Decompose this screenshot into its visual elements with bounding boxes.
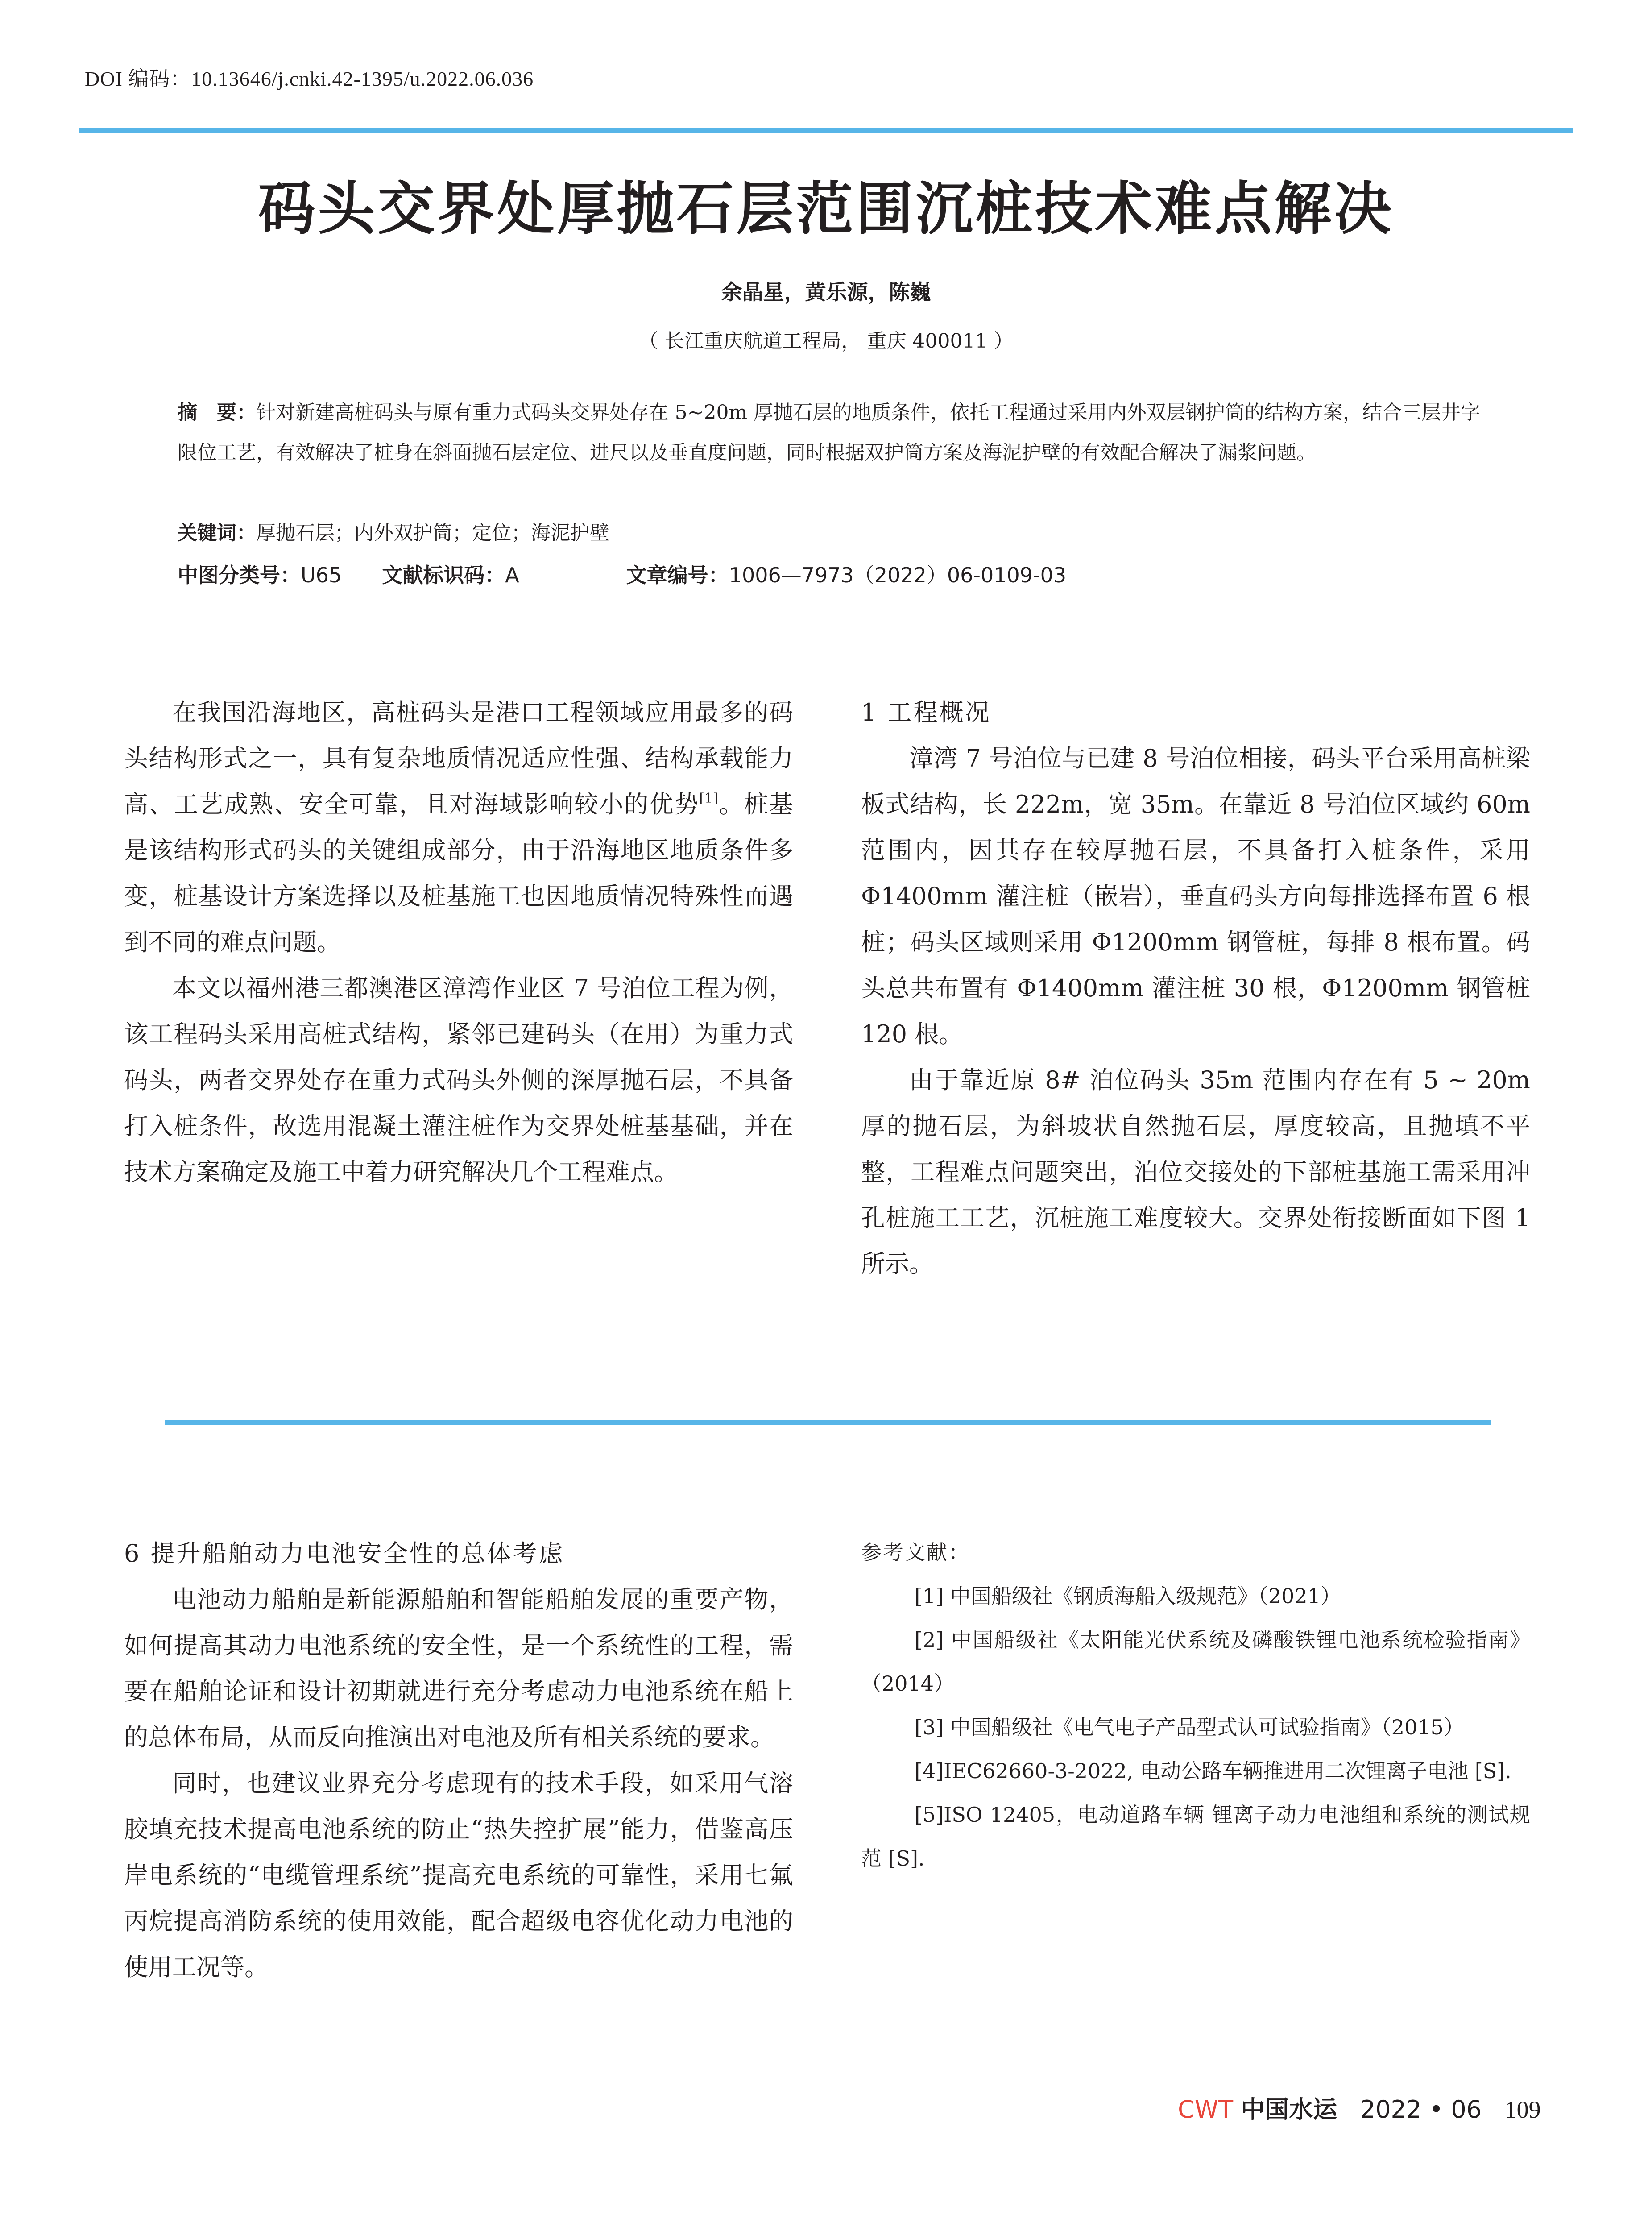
reference-item: [4]IEC62660-3-2022, 电动公路车辆推进用二次锂离子电池 [S]. (915, 1759, 1511, 1783)
battery-paragraph-1: 电池动力船舶是新能源船舶和智能船舶发展的重要产物，如何提高其动力电池系统的安全性，是一个系统性的工程，需要在船舶论证和设计初期就进行充分考虑动力电池系统在船上的总体布局，从而反向推演出对电池及所有相关系统的要求。 (124, 1585, 793, 1751)
page-footer (1178, 2090, 1541, 2125)
references (861, 1530, 1530, 1880)
clc-label: 中图分类号： (178, 563, 301, 587)
clc-value: U65 (301, 563, 342, 587)
intro-paragraph-2: 本文以福州港三都澳港区漳湾作业区 7 号泊位工程为例，该工程码头采用高桩式结构，紧邻已建码头（在用）为重力式码头，两者交界处存在重力式码头外侧的深厚抛石层，不具备打入桩条件，故选用混凝土灌注桩作为交界处桩基基础，并在技术方案确定及施工中着力研究解决几个工程难点。 (124, 974, 793, 1186)
references-heading: 参考文献： (861, 1540, 970, 1564)
keywords-text: 厚抛石层；内外双护筒；定位；海泥护壁 (256, 522, 609, 544)
reference-item: [1] 中国船级社《钢质海船入级规范》（2021） (915, 1584, 1341, 1608)
doc-code-label: 文献标识码： (382, 563, 505, 587)
overview-paragraph-2: 由于靠近原 8# 泊位码头 35m 范围内存在有 5 ~ 20m 厚的抛石层，为斜坡状自然抛石层，厚度较高，且抛填不平整，工程难点问题突出，泊位交接处的下部桩基施工需采用冲孔桩施工工艺，沉桩施工难度较大。交界处衔接断面如下图 1 所示。 (861, 1066, 1530, 1278)
keywords (178, 513, 1480, 553)
header-divider (79, 128, 1573, 133)
journal-name: 中国水运 (1241, 2095, 1337, 2123)
reference-item: [5]ISO 12405，电动道路车辆 锂离子动力电池组和系统的测试规范 [S]. (861, 1803, 1530, 1870)
intro-text-b: 。桩基是该结构形式码头的关键组成部分，由于沿海地区地质条件多变，桩基设计方案选择以及桩基施工也因地质情况特殊性而遇到不同的难点问题。 (124, 790, 794, 956)
intro-paragraph-1 (124, 689, 793, 965)
abstract-label: 摘 要： (178, 401, 257, 424)
citation-ref-1: [1] (699, 791, 718, 806)
article-authors: 余晶星，黄乐源，陈巍 (721, 280, 931, 305)
section-heading-overview: 1 工程概况 (861, 698, 991, 726)
overview-column (861, 689, 1530, 1287)
overview-paragraph-1: 漳湾 7 号泊位与已建 8 号泊位相接，码头平台采用高桩梁板式结构，长 222m，宽 35m。在靠近 8 号泊位区域约 60m 范围内，因其存在较厚抛石层，不具备打入桩条件，采用 Φ1400mm 灌注桩（嵌岩），垂直码头方向每排选择布置 6 根桩；码头区域则采用 Φ1200mm 钢管桩，每排 8 根布置。码头总共布置有 Φ1400mm 灌注桩 30 根，Φ1200mm 钢管桩 120 根。 (861, 744, 1530, 1048)
battery-safety-column (124, 1530, 793, 1990)
article-affiliation: （ 长江重庆航道工程局， 重庆 400011 ） (638, 330, 1014, 352)
section-heading-battery: 6 提升船舶动力电池安全性的总体考虑 (124, 1539, 565, 1568)
classification-line (178, 555, 1480, 595)
page-number: 109 (1504, 2096, 1541, 2123)
intro-column (124, 689, 793, 1195)
keywords-label: 关键词： (178, 522, 256, 544)
doi-line: DOI 编码：10.13646/j.cnki.42-1395/u.2022.06.036 (85, 67, 534, 90)
reference-item: [3] 中国船级社《电气电子产品型式认可试验指南》（2015） (915, 1715, 1464, 1739)
section-divider (165, 1420, 1491, 1425)
article-title: 码头交界处厚抛石层范围沉桩技术难点解决 (258, 176, 1394, 242)
abstract-text: 针对新建高桩码头与原有重力式码头交界处存在 5~20m 厚抛石层的地质条件，依托工程通过采用内外双层钢护筒的结构方案，结合三层井字限位工艺，有效解决了桩身在斜面抛石层定位、进尺以及垂直度问题，同时根据双护筒方案及海泥护壁的有效配合解决了漏浆问题。 (178, 401, 1480, 464)
doc-code-value: A (505, 563, 519, 587)
article-no-label: 文章编号： (626, 563, 729, 587)
battery-paragraph-2: 同时，也建议业界充分考虑现有的技术手段，如采用气溶胶填充技术提高电池系统的防止“热失控扩展”能力，借鉴高压岸电系统的“电缆管理系统”提高充电系统的可靠性，采用七氟丙烷提高消防系统的使用效能，配合超级电容优化动力电池的使用工况等。 (124, 1769, 793, 1981)
issue-number: 2022 • 06 (1360, 2095, 1482, 2123)
article-no-value: 1006—7973（2022）06-0109-03 (729, 563, 1067, 587)
intro-text-a: 在我国沿海地区，高桩码头是港口工程领域应用最多的码头结构形式之一，具有复杂地质情况适应性强、结构承载能力高、工艺成熟、安全可靠，且对海域影响较小的优势 (124, 698, 793, 818)
abstract (178, 393, 1480, 473)
reference-item: [2] 中国船级社《太阳能光伏系统及磷酸铁锂电池系统检验指南》（2014） (861, 1628, 1530, 1696)
brand-logo: CWT (1178, 2095, 1234, 2123)
